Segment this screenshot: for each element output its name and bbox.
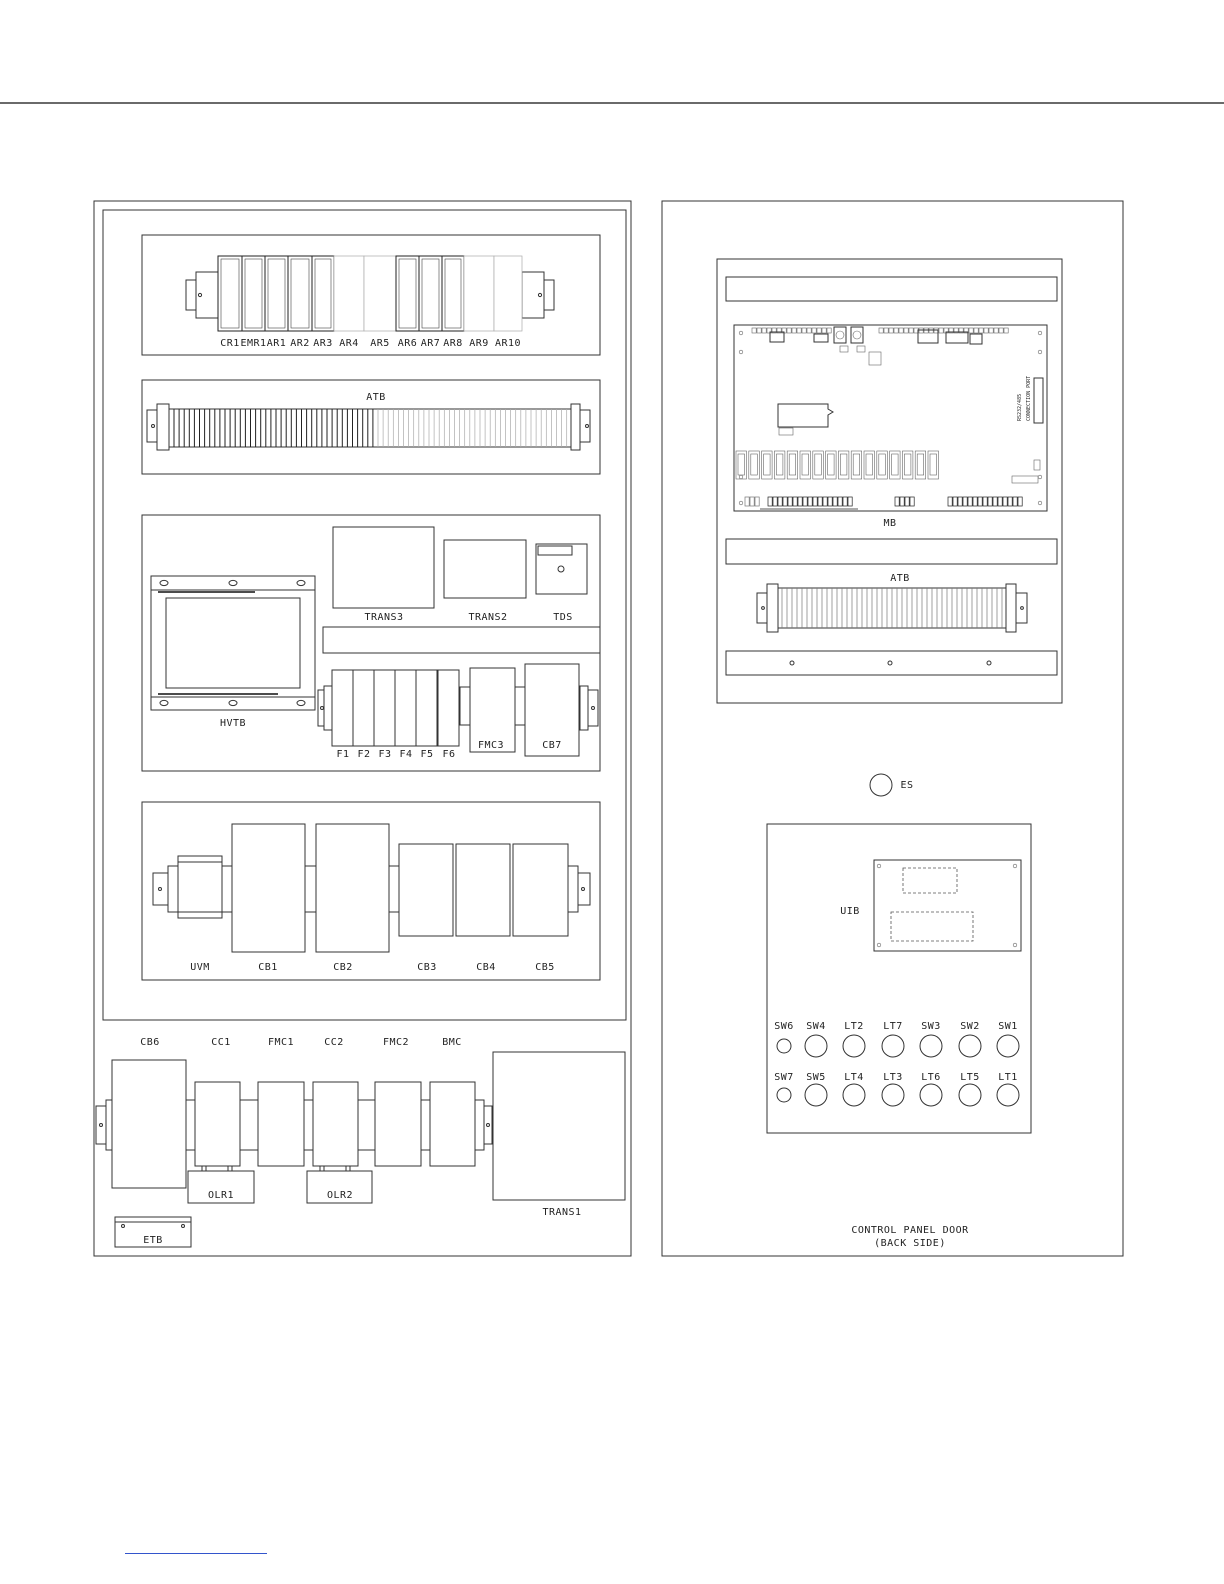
fuse-f2 bbox=[353, 670, 374, 746]
trans3-transformer bbox=[333, 527, 434, 608]
cb3-label: CB3 bbox=[417, 962, 437, 973]
fuse-label-f5: F5 bbox=[420, 749, 434, 760]
fuse-label-f1: F1 bbox=[336, 749, 350, 760]
fuse-label-f6: F6 bbox=[442, 749, 456, 760]
relay-label-ar1: AR1 bbox=[266, 338, 287, 349]
rs232-485-label: RS232/485 bbox=[1017, 393, 1023, 421]
hvtb-label: HVTB bbox=[219, 718, 247, 729]
cb1-breaker bbox=[232, 824, 305, 952]
trans2-label: TRANS2 bbox=[468, 612, 508, 623]
relay-ar6 bbox=[396, 256, 419, 331]
main-board-mb bbox=[734, 325, 1047, 511]
relay-label-ar4: AR4 bbox=[339, 338, 359, 349]
board-atb-terminal-strip bbox=[757, 584, 1027, 632]
relay-label-ar10: AR10 bbox=[494, 338, 522, 349]
relay-ar8 bbox=[442, 256, 464, 331]
trans2-transformer bbox=[444, 540, 526, 598]
olr1-label: OLR1 bbox=[207, 1190, 235, 1201]
label-lt5: LT5 bbox=[960, 1072, 980, 1083]
hvtb-terminal-block bbox=[151, 576, 315, 710]
relay-label-ar5: AR5 bbox=[370, 338, 390, 349]
fuse-f3 bbox=[374, 670, 395, 746]
board-relay-row bbox=[736, 451, 939, 479]
tds-label: TDS bbox=[553, 612, 573, 623]
door-caption-line1: CONTROL PANEL DOOR bbox=[851, 1225, 969, 1236]
switch-sw1 bbox=[997, 1035, 1019, 1057]
uib-board bbox=[874, 860, 1021, 951]
relay-rail-right-endstop bbox=[522, 272, 554, 318]
cc2-contactor bbox=[313, 1082, 358, 1166]
right-panel-door bbox=[662, 201, 1123, 1256]
cb2-label: CB2 bbox=[333, 962, 353, 973]
light-lt6 bbox=[920, 1084, 942, 1106]
trans1-label: TRANS1 bbox=[542, 1207, 582, 1218]
label-lt1: LT1 bbox=[998, 1072, 1018, 1083]
light-lt7 bbox=[882, 1035, 904, 1057]
light-lt3 bbox=[882, 1084, 904, 1106]
board-atb-label: ATB bbox=[890, 573, 910, 584]
relay-ar2 bbox=[288, 256, 312, 331]
cc1-contactor bbox=[195, 1082, 240, 1166]
breaker-section bbox=[142, 802, 600, 980]
label-lt7: LT7 bbox=[883, 1021, 903, 1032]
fmc1-label: FMC1 bbox=[267, 1037, 295, 1048]
relay-ar7 bbox=[419, 256, 442, 331]
atb-label: ATB bbox=[366, 392, 386, 403]
cb6-label: CB6 bbox=[140, 1037, 160, 1048]
relay-label-ar2: AR2 bbox=[290, 338, 310, 349]
cb6-breaker bbox=[112, 1060, 186, 1188]
relay-ar4 bbox=[334, 256, 364, 331]
middle-wire-duct bbox=[726, 539, 1057, 564]
fmc3-label: FMC3 bbox=[477, 740, 505, 751]
es-label: ES bbox=[900, 780, 914, 791]
relay-label-cr1: CR1 bbox=[220, 338, 240, 349]
relay-ar10 bbox=[494, 256, 522, 331]
label-sw3: SW3 bbox=[921, 1021, 941, 1032]
uvm-module bbox=[178, 856, 222, 918]
fuse-f1 bbox=[332, 670, 353, 746]
left-panel bbox=[94, 201, 631, 1256]
label-sw1: SW1 bbox=[998, 1021, 1018, 1032]
cc2-label: CC2 bbox=[324, 1037, 344, 1048]
cb2-breaker bbox=[316, 824, 389, 952]
fmc1-contactor bbox=[258, 1082, 304, 1166]
transformer-fuse-section bbox=[142, 515, 600, 771]
bmc-label: BMC bbox=[442, 1037, 462, 1048]
label-lt2: LT2 bbox=[844, 1021, 864, 1032]
light-lt5 bbox=[959, 1084, 981, 1106]
label-sw5: SW5 bbox=[806, 1072, 826, 1083]
trans3-label: TRANS3 bbox=[364, 612, 404, 623]
switch-sw7 bbox=[777, 1088, 791, 1102]
board-bottom-connectors bbox=[745, 497, 1022, 509]
relay-ar1 bbox=[265, 256, 288, 331]
main-board-enclosure bbox=[717, 259, 1062, 703]
trans1-transformer bbox=[493, 1052, 625, 1200]
fmc2-label: FMC2 bbox=[382, 1037, 410, 1048]
label-sw6: SW6 bbox=[774, 1021, 794, 1032]
fuse-label-f2: F2 bbox=[357, 749, 371, 760]
switch-sw4 bbox=[805, 1035, 827, 1057]
fuse-label-f4: F4 bbox=[399, 749, 413, 760]
bmc-contactor bbox=[430, 1082, 475, 1166]
switch-sw5 bbox=[805, 1084, 827, 1106]
fuse-label-f3: F3 bbox=[378, 749, 392, 760]
cb4-label: CB4 bbox=[476, 962, 496, 973]
cb1-label: CB1 bbox=[258, 962, 278, 973]
switch-sw2 bbox=[959, 1035, 981, 1057]
fuse-f5 bbox=[416, 670, 437, 746]
operator-panel bbox=[767, 824, 1031, 1133]
footer-link-underline bbox=[125, 1553, 267, 1554]
top-wire-duct bbox=[726, 277, 1057, 301]
label-lt6: LT6 bbox=[921, 1072, 941, 1083]
relay-label-ar6: AR6 bbox=[397, 338, 418, 349]
cb5-label: CB5 bbox=[535, 962, 555, 973]
label-sw7: SW7 bbox=[774, 1072, 794, 1083]
relay-label-ar8: AR8 bbox=[443, 338, 463, 349]
relay-label-emr1: EMR1 bbox=[240, 338, 267, 349]
light-lt1 bbox=[997, 1084, 1019, 1106]
cb7-label: CB7 bbox=[542, 740, 562, 751]
es-emergency-stop bbox=[870, 774, 892, 796]
fuse-f6 bbox=[438, 670, 459, 746]
atb-terminal-strip bbox=[174, 409, 567, 447]
switch-sw6 bbox=[777, 1039, 791, 1053]
relay-cr1 bbox=[218, 256, 242, 331]
mb-label: MB bbox=[883, 518, 897, 529]
switch-sw3 bbox=[920, 1035, 942, 1057]
label-lt4: LT4 bbox=[844, 1072, 864, 1083]
relay-ar5 bbox=[364, 256, 396, 331]
fmc2-contactor bbox=[375, 1082, 421, 1166]
cb4-breaker bbox=[456, 844, 510, 936]
relay-rail-left-endstop bbox=[186, 272, 218, 318]
uib-label: UIB bbox=[840, 906, 860, 917]
door-caption-line2: (BACK SIDE) bbox=[874, 1238, 946, 1249]
board-top-connectors bbox=[752, 328, 1008, 344]
uvm-label: UVM bbox=[190, 962, 210, 973]
bottom-device-row bbox=[96, 1037, 625, 1247]
relay-label-ar9: AR9 bbox=[469, 338, 489, 349]
label-sw2: SW2 bbox=[960, 1021, 980, 1032]
relay-label-ar3: AR3 bbox=[313, 338, 333, 349]
relay-block-group bbox=[218, 256, 522, 349]
light-lt2 bbox=[843, 1035, 865, 1057]
etb-label: ETB bbox=[143, 1235, 163, 1246]
olr2-label: OLR2 bbox=[326, 1190, 354, 1201]
atb-section bbox=[142, 380, 600, 474]
fuse-group bbox=[332, 670, 459, 760]
relay-rail-section bbox=[142, 235, 600, 355]
switch-light-grid bbox=[774, 1021, 1019, 1106]
door-outline bbox=[662, 201, 1123, 1256]
relay-label-ar7: AR7 bbox=[420, 338, 441, 349]
fuse-f4 bbox=[395, 670, 416, 746]
connection-port-label: CONNECTION PORT bbox=[1026, 375, 1032, 421]
label-lt3: LT3 bbox=[883, 1072, 903, 1083]
relay-ar9 bbox=[464, 256, 494, 331]
light-lt4 bbox=[843, 1084, 865, 1106]
relay-emr1 bbox=[242, 256, 265, 331]
relay-ar3 bbox=[312, 256, 334, 331]
tds-device bbox=[536, 544, 587, 594]
cb5-breaker bbox=[513, 844, 568, 936]
label-sw4: SW4 bbox=[806, 1021, 826, 1032]
cb3-breaker bbox=[399, 844, 453, 936]
cc1-label: CC1 bbox=[211, 1037, 231, 1048]
